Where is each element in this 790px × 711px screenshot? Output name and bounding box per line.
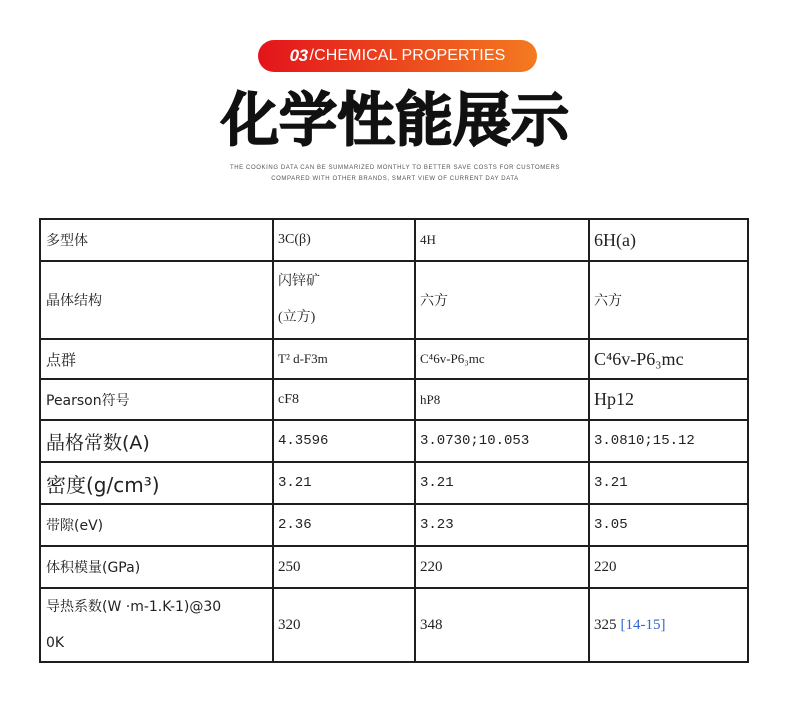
label-line: 0K (46, 635, 65, 651)
value-text: 325 (594, 616, 617, 633)
row-label-cell: 带隙(eV) (40, 504, 273, 546)
value-cell: 3.21 (589, 462, 748, 504)
value-cell: T² d-F3m (273, 339, 415, 379)
table-row-thermal-conductivity (40, 588, 748, 662)
table-row-lattice-constant (40, 420, 748, 462)
value-cell: 2.36 (273, 504, 415, 546)
value-line: (立方) (278, 310, 316, 325)
value-cell: 4H (415, 219, 589, 261)
value-cell: cF8 (273, 379, 415, 420)
value-line: 闪锌矿 (278, 274, 320, 289)
value-cell: 3.05 (589, 504, 748, 546)
page-subtitle-line-1: THE COOKING DATA CAN BE SUMMARIZED MONTHLY TO BETTER SAVE COSTS FOR CUSTOMERS (229, 165, 560, 171)
section-badge (258, 40, 537, 72)
page-title: 化学性能展示 (220, 86, 569, 154)
value-cell: 六方 (589, 261, 748, 339)
row-label-cell: 体积模量(GPa) (40, 546, 273, 588)
value-cell: 6H(a) (589, 219, 748, 261)
table-row-pearson-symbol (40, 379, 748, 420)
row-label-cell: 密度(g/cm³) (40, 462, 273, 504)
table-row-polytype (40, 219, 748, 261)
properties-table (39, 218, 749, 663)
value-cell: 3.21 (273, 462, 415, 504)
value-cell: 220 (589, 546, 748, 588)
value-cell: 3.21 (415, 462, 589, 504)
badge-label: /CHEMICAL PROPERTIES (309, 47, 506, 64)
table-row-crystal-structure (40, 261, 748, 339)
row-label-cell (40, 588, 273, 662)
value-cell: 3.23 (415, 504, 589, 546)
value-cell: 3.0730;10.053 (415, 420, 589, 462)
value-cell: 六方 (415, 261, 589, 339)
table-row-band-gap (40, 504, 748, 546)
row-label-cell: 晶格常数(A) (40, 420, 273, 462)
value-cell: 3C(β) (273, 219, 415, 261)
value-cell: Hp12 (589, 379, 748, 420)
value-cell: C⁴6v-P6₃mc (415, 339, 589, 379)
row-label-cell: 点群 (40, 339, 273, 379)
citation-reference-link[interactable]: [14-15] (620, 616, 666, 633)
value-cell: 3.0810;15.12 (589, 420, 748, 462)
value-cell (589, 588, 748, 662)
value-cell: hP8 (415, 379, 589, 420)
value-cell: 348 (415, 588, 589, 662)
badge-number: 03 (289, 46, 308, 65)
table-row-density (40, 462, 748, 504)
value-cell: 250 (273, 546, 415, 588)
row-label-cell: 晶体结构 (40, 261, 273, 339)
row-label-cell: 多型体 (40, 219, 273, 261)
value-cell (273, 261, 415, 339)
value-cell: C⁴6v-P6₃mc (589, 339, 748, 379)
value-cell: 4.3596 (273, 420, 415, 462)
value-cell: 220 (415, 546, 589, 588)
label-line: 导热系数(W ·m-1.K-1)@30 (46, 599, 222, 615)
page-subtitle-line-2: COMPARED WITH OTHER BRANDS, SMART VIEW OF CURRENT DAY DATA (271, 176, 519, 182)
table-row-bulk-modulus (40, 546, 748, 588)
row-label-cell: Pearson符号 (40, 379, 273, 420)
value-cell: 320 (273, 588, 415, 662)
table-row-point-group (40, 339, 748, 379)
